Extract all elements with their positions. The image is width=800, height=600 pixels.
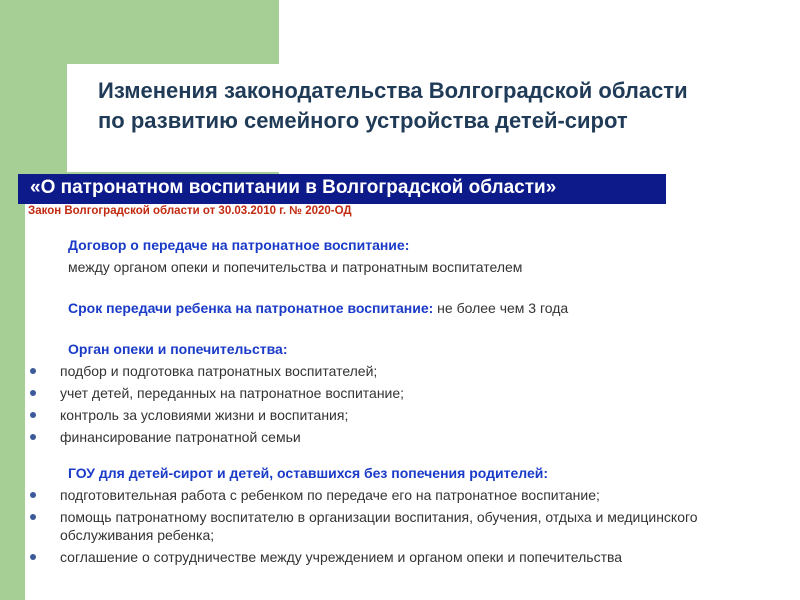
- decorative-green-strip: [0, 174, 25, 600]
- term-text: не более чем 3 года: [433, 300, 569, 316]
- contract-heading: Договор о передаче на патронатное воспитание:: [68, 237, 410, 253]
- guardianship-heading: Орган опеки и попечительства:: [68, 341, 288, 357]
- law-reference: Закон Волгоградской области от 30.03.2010 г. № 2020-ОД: [28, 205, 352, 217]
- list-item: подбор и подготовка патронатных воспитателей;: [30, 362, 404, 384]
- guardianship-list: [30, 362, 404, 450]
- institution-heading: ГОУ для детей-сирот и детей, оставшихся без попечения родителей:: [68, 465, 549, 481]
- term-line: [68, 299, 568, 317]
- law-title-text: «О патронатном воспитании в Волгоградской области»: [30, 177, 557, 198]
- list-item: учет детей, переданных на патронатное воспитание;: [30, 384, 404, 406]
- term-heading: Срок передачи ребенка на патронатное воспитание:: [68, 300, 434, 316]
- institution-list: [30, 486, 760, 570]
- list-item: контроль за условиями жизни и воспитания;: [30, 406, 404, 428]
- slide-title: Изменения законодательства Волгоградской области по развитию семейного устройства детей-сирот: [98, 78, 688, 133]
- list-item: финансирование патронатной семьи: [30, 428, 404, 450]
- list-item: подготовительная работа с ребенком по передаче его на патронатное воспитание;: [30, 486, 760, 508]
- contract-text: между органом опеки и попечительства и патронатным воспитателем: [68, 259, 523, 275]
- list-item: соглашение о сотрудничестве между учреждением и органом опеки и попечительства: [30, 548, 760, 570]
- list-item: помощь патронатному воспитателю в организации воспитания, обучения, отдыха и медицинского обслуживания ребенка;: [30, 508, 760, 548]
